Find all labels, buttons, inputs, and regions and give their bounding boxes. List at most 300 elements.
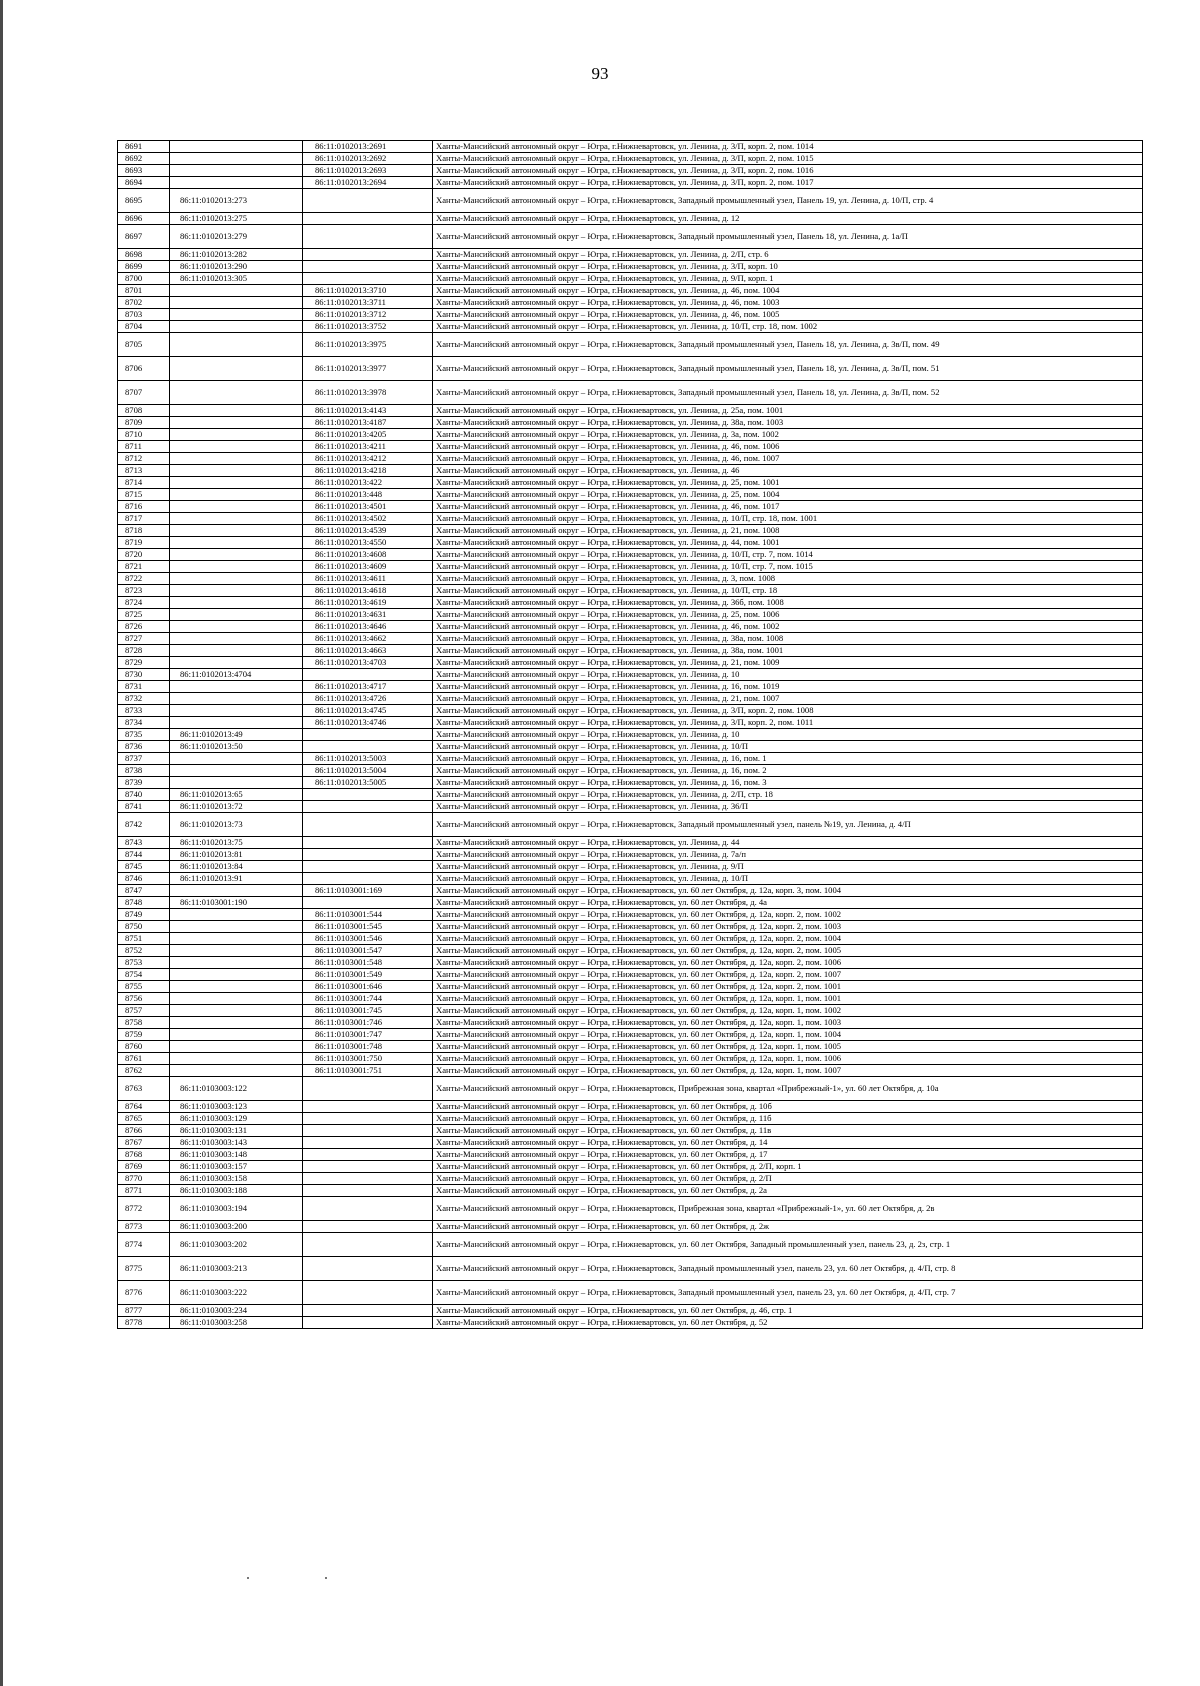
- address-cell: Ханты-Мансийский автономный округ – Югра, г.Нижневартовск, ул. 60 лет Октября, д. 12а, корп. 2, пом. 1001: [433, 981, 1143, 993]
- table-row: [118, 321, 1143, 333]
- land-cadastral-cell: [170, 357, 303, 381]
- row-number-cell: 8704: [118, 321, 170, 333]
- address-cell: Ханты-Мансийский автономный округ – Югра, г.Нижневартовск, ул. Ленина, д. 3/П, корп. 2, пом. 1015: [433, 153, 1143, 165]
- row-number-cell: 8735: [118, 729, 170, 741]
- row-number-cell: 8691: [118, 141, 170, 153]
- row-number-cell: 8724: [118, 597, 170, 609]
- row-number-cell: 8712: [118, 453, 170, 465]
- address-cell: Ханты-Мансийский автономный округ – Югра, г.Нижневартовск, Прибрежная зона, квартал «Прибрежный-1», ул. 60 лет Октября, д. 10а: [433, 1077, 1143, 1101]
- premises-cadastral-cell: [303, 189, 433, 213]
- land-cadastral-cell: 86:11:0102013:273: [170, 189, 303, 213]
- row-number-cell: 8720: [118, 549, 170, 561]
- land-cadastral-cell: 86:11:0102013:73: [170, 813, 303, 837]
- premises-cadastral-cell: [303, 261, 433, 273]
- table-row: [118, 1305, 1143, 1317]
- table-row: [118, 849, 1143, 861]
- row-number-cell: 8740: [118, 789, 170, 801]
- row-number-cell: 8722: [118, 573, 170, 585]
- row-number-cell: 8743: [118, 837, 170, 849]
- premises-cadastral-cell: 86:11:0103001:750: [303, 1053, 433, 1065]
- address-cell: Ханты-Мансийский автономный округ – Югра, г.Нижневартовск, ул. 60 лет Октября, д. 12а, корп. 2, пом. 1002: [433, 909, 1143, 921]
- premises-cadastral-cell: [303, 1197, 433, 1221]
- land-cadastral-cell: [170, 165, 303, 177]
- land-cadastral-cell: [170, 417, 303, 429]
- table-row: [118, 1161, 1143, 1173]
- land-cadastral-cell: [170, 1005, 303, 1017]
- address-cell: Ханты-Мансийский автономный округ – Югра, г.Нижневартовск, ул. Ленина, д. 10/П: [433, 873, 1143, 885]
- address-cell: Ханты-Мансийский автономный округ – Югра, г.Нижневартовск, ул. Ленина, д. 10/П, стр. 18: [433, 585, 1143, 597]
- premises-cadastral-cell: 86:11:0103001:745: [303, 1005, 433, 1017]
- table-row: [118, 657, 1143, 669]
- land-cadastral-cell: 86:11:0102013:72: [170, 801, 303, 813]
- table-row: [118, 1317, 1143, 1329]
- address-cell: Ханты-Мансийский автономный округ – Югра, г.Нижневартовск, ул. Ленина, д. 10/П, стр. 18, пом. 1001: [433, 513, 1143, 525]
- premises-cadastral-cell: 86:11:0102013:2692: [303, 153, 433, 165]
- address-cell: Ханты-Мансийский автономный округ – Югра, г.Нижневартовск, ул. 60 лет Октября, д. 12а, корп. 3, пом. 1004: [433, 885, 1143, 897]
- premises-cadastral-cell: 86:11:0102013:4609: [303, 561, 433, 573]
- land-cadastral-cell: [170, 765, 303, 777]
- address-cell: Ханты-Мансийский автономный округ – Югра, г.Нижневартовск, ул. Ленина, д. 46, пом. 1007: [433, 453, 1143, 465]
- land-cadastral-cell: 86:11:0103003:123: [170, 1101, 303, 1113]
- table-row: [118, 489, 1143, 501]
- premises-cadastral-cell: 86:11:0103001:646: [303, 981, 433, 993]
- row-number-cell: 8766: [118, 1125, 170, 1137]
- table-row: [118, 789, 1143, 801]
- row-number-cell: 8776: [118, 1281, 170, 1305]
- table-row: [118, 453, 1143, 465]
- address-cell: Ханты-Мансийский автономный округ – Югра, г.Нижневартовск, ул. Ленина, д. 12: [433, 213, 1143, 225]
- premises-cadastral-cell: [303, 1185, 433, 1197]
- premises-cadastral-cell: 86:11:0102013:4663: [303, 645, 433, 657]
- table-row: [118, 189, 1143, 213]
- table-row: [118, 1257, 1143, 1281]
- premises-cadastral-cell: 86:11:0102013:4502: [303, 513, 433, 525]
- premises-cadastral-cell: [303, 273, 433, 285]
- premises-cadastral-cell: 86:11:0102013:3975: [303, 333, 433, 357]
- address-cell: Ханты-Мансийский автономный округ – Югра, г.Нижневартовск, Западный промышленный узел, Панель 19, ул. Ленина, д. 10/П, стр. 4: [433, 189, 1143, 213]
- land-cadastral-cell: [170, 465, 303, 477]
- premises-cadastral-cell: 86:11:0102013:4539: [303, 525, 433, 537]
- row-number-cell: 8771: [118, 1185, 170, 1197]
- land-cadastral-cell: 86:11:0103003:122: [170, 1077, 303, 1101]
- land-cadastral-cell: 86:11:0102013:81: [170, 849, 303, 861]
- premises-cadastral-cell: 86:11:0102013:4662: [303, 633, 433, 645]
- register-body: [118, 141, 1143, 1329]
- land-cadastral-cell: [170, 609, 303, 621]
- premises-cadastral-cell: 86:11:0102013:3978: [303, 381, 433, 405]
- table-row: [118, 957, 1143, 969]
- land-cadastral-cell: [170, 981, 303, 993]
- premises-cadastral-cell: 86:11:0102013:3711: [303, 297, 433, 309]
- row-number-cell: 8701: [118, 285, 170, 297]
- row-number-cell: 8737: [118, 753, 170, 765]
- premises-cadastral-cell: [303, 861, 433, 873]
- scan-speck: [325, 1577, 327, 1579]
- address-cell: Ханты-Мансийский автономный округ – Югра, г.Нижневартовск, ул. Ленина, д. 10: [433, 729, 1143, 741]
- address-cell: Ханты-Мансийский автономный округ – Югра, г.Нижневартовск, ул. 60 лет Октября, д. 17: [433, 1149, 1143, 1161]
- table-row: [118, 357, 1143, 381]
- premises-cadastral-cell: 86:11:0102013:2693: [303, 165, 433, 177]
- land-cadastral-cell: [170, 777, 303, 789]
- row-number-cell: 8727: [118, 633, 170, 645]
- land-cadastral-cell: [170, 453, 303, 465]
- address-cell: Ханты-Мансийский автономный округ – Югра, г.Нижневартовск, ул. Ленина, д. 21, пом. 1007: [433, 693, 1143, 705]
- table-row: [118, 465, 1143, 477]
- table-row: [118, 993, 1143, 1005]
- premises-cadastral-cell: [303, 813, 433, 837]
- row-number-cell: 8756: [118, 993, 170, 1005]
- address-cell: Ханты-Мансийский автономный округ – Югра, г.Нижневартовск, Западный промышленный узел, Панель 18, ул. Ленина, д. 3в/П, пом. 49: [433, 333, 1143, 357]
- table-row: [118, 1125, 1143, 1137]
- premises-cadastral-cell: 86:11:0103001:544: [303, 909, 433, 921]
- land-cadastral-cell: 86:11:0103003:258: [170, 1317, 303, 1329]
- premises-cadastral-cell: [303, 849, 433, 861]
- table-row: [118, 645, 1143, 657]
- premises-cadastral-cell: 86:11:0102013:4143: [303, 405, 433, 417]
- premises-cadastral-cell: [303, 249, 433, 261]
- table-row: [118, 1197, 1143, 1221]
- land-cadastral-cell: 86:11:0103003:194: [170, 1197, 303, 1221]
- premises-cadastral-cell: [303, 669, 433, 681]
- land-cadastral-cell: [170, 645, 303, 657]
- address-cell: Ханты-Мансийский автономный округ – Югра, г.Нижневартовск, Западный промышленный узел, Панель 18, ул. Ленина, д. 3в/П, пом. 52: [433, 381, 1143, 405]
- address-cell: Ханты-Мансийский автономный округ – Югра, г.Нижневартовск, ул. Ленина, д. 10/П, стр. 7, пом. 1015: [433, 561, 1143, 573]
- table-row: [118, 417, 1143, 429]
- address-cell: Ханты-Мансийский автономный округ – Югра, г.Нижневартовск, ул. 60 лет Октября, д. 14: [433, 1137, 1143, 1149]
- table-row: [118, 873, 1143, 885]
- row-number-cell: 8710: [118, 429, 170, 441]
- table-row: [118, 429, 1143, 441]
- row-number-cell: 8772: [118, 1197, 170, 1221]
- premises-cadastral-cell: 86:11:0102013:4187: [303, 417, 433, 429]
- row-number-cell: 8729: [118, 657, 170, 669]
- row-number-cell: 8778: [118, 1317, 170, 1329]
- table-row: [118, 1065, 1143, 1077]
- premises-cadastral-cell: 86:11:0102013:4611: [303, 573, 433, 585]
- land-cadastral-cell: [170, 621, 303, 633]
- row-number-cell: 8716: [118, 501, 170, 513]
- address-cell: Ханты-Мансийский автономный округ – Югра, г.Нижневартовск, ул. 60 лет Октября, д. 12а, корп. 2, пом. 1007: [433, 969, 1143, 981]
- premises-cadastral-cell: [303, 729, 433, 741]
- row-number-cell: 8711: [118, 441, 170, 453]
- address-cell: Ханты-Мансийский автономный округ – Югра, г.Нижневартовск, ул. 60 лет Октября, д. 2ж: [433, 1221, 1143, 1233]
- row-number-cell: 8760: [118, 1041, 170, 1053]
- row-number-cell: 8697: [118, 225, 170, 249]
- row-number-cell: 8739: [118, 777, 170, 789]
- premises-cadastral-cell: 86:11:0102013:4746: [303, 717, 433, 729]
- premises-cadastral-cell: 86:11:0102013:4618: [303, 585, 433, 597]
- table-row: [118, 525, 1143, 537]
- table-row: [118, 285, 1143, 297]
- premises-cadastral-cell: 86:11:0102013:4550: [303, 537, 433, 549]
- premises-cadastral-cell: [303, 1305, 433, 1317]
- premises-cadastral-cell: 86:11:0103001:744: [303, 993, 433, 1005]
- address-cell: Ханты-Мансийский автономный округ – Югра, г.Нижневартовск, ул. 60 лет Октября, д. 12а, корп. 1, пом. 1006: [433, 1053, 1143, 1065]
- land-cadastral-cell: [170, 537, 303, 549]
- address-cell: Ханты-Мансийский автономный округ – Югра, г.Нижневартовск, ул. Ленина, д. 25, пом. 1004: [433, 489, 1143, 501]
- table-row: [118, 1149, 1143, 1161]
- address-cell: Ханты-Мансийский автономный округ – Югра, г.Нижневартовск, ул. Ленина, д. 16, пом. 3: [433, 777, 1143, 789]
- premises-cadastral-cell: 86:11:0103001:748: [303, 1041, 433, 1053]
- land-cadastral-cell: [170, 549, 303, 561]
- land-cadastral-cell: [170, 525, 303, 537]
- premises-cadastral-cell: [303, 1077, 433, 1101]
- land-cadastral-cell: [170, 285, 303, 297]
- address-cell: Ханты-Мансийский автономный округ – Югра, г.Нижневартовск, ул. 60 лет Октября, д. 12а, корп. 1, пом. 1003: [433, 1017, 1143, 1029]
- table-row: [118, 621, 1143, 633]
- address-cell: Ханты-Мансийский автономный округ – Югра, г.Нижневартовск, ул. 60 лет Октября, д. 12а, корп. 2, пом. 1004: [433, 933, 1143, 945]
- row-number-cell: 8768: [118, 1149, 170, 1161]
- row-number-cell: 8714: [118, 477, 170, 489]
- row-number-cell: 8696: [118, 213, 170, 225]
- table-row: [118, 1005, 1143, 1017]
- row-number-cell: 8748: [118, 897, 170, 909]
- land-cadastral-cell: [170, 597, 303, 609]
- land-cadastral-cell: 86:11:0102013:4704: [170, 669, 303, 681]
- row-number-cell: 8736: [118, 741, 170, 753]
- premises-cadastral-cell: 86:11:0103001:747: [303, 1029, 433, 1041]
- table-row: [118, 477, 1143, 489]
- address-cell: Ханты-Мансийский автономный округ – Югра, г.Нижневартовск, Западный промышленный узел, Панель 18, ул. Ленина, д. 3в/П, пом. 51: [433, 357, 1143, 381]
- address-cell: Ханты-Мансийский автономный округ – Югра, г.Нижневартовск, ул. 60 лет Октября, д. 4а: [433, 897, 1143, 909]
- row-number-cell: 8773: [118, 1221, 170, 1233]
- premises-cadastral-cell: 86:11:0102013:5004: [303, 765, 433, 777]
- row-number-cell: 8757: [118, 1005, 170, 1017]
- table-row: [118, 777, 1143, 789]
- address-cell: Ханты-Мансийский автономный округ – Югра, г.Нижневартовск, Западный промышленный узел, панель 23, ул. 60 лет Октября, д. 4/П, стр. 8: [433, 1257, 1143, 1281]
- premises-cadastral-cell: 86:11:0103001:169: [303, 885, 433, 897]
- land-cadastral-cell: 86:11:0102013:65: [170, 789, 303, 801]
- premises-cadastral-cell: [303, 1281, 433, 1305]
- row-number-cell: 8777: [118, 1305, 170, 1317]
- table-row: [118, 573, 1143, 585]
- table-row: [118, 537, 1143, 549]
- premises-cadastral-cell: 86:11:0102013:4608: [303, 549, 433, 561]
- table-row: [118, 441, 1143, 453]
- address-cell: Ханты-Мансийский автономный округ – Югра, г.Нижневартовск, ул. 60 лет Октября, д. 12а, корп. 2, пом. 1005: [433, 945, 1143, 957]
- row-number-cell: 8703: [118, 309, 170, 321]
- address-cell: Ханты-Мансийский автономный округ – Югра, г.Нижневартовск, ул. Ленина, д. 3, пом. 1008: [433, 573, 1143, 585]
- land-cadastral-cell: 86:11:0103003:202: [170, 1233, 303, 1257]
- address-cell: Ханты-Мансийский автономный округ – Югра, г.Нижневартовск, Прибрежная зона, квартал «Прибрежный-1», ул. 60 лет Октября, д. 2в: [433, 1197, 1143, 1221]
- land-cadastral-cell: 86:11:0103003:213: [170, 1257, 303, 1281]
- premises-cadastral-cell: 86:11:0103001:545: [303, 921, 433, 933]
- premises-cadastral-cell: 86:11:0103001:751: [303, 1065, 433, 1077]
- address-cell: Ханты-Мансийский автономный округ – Югра, г.Нижневартовск, ул. Ленина, д. 25, пом. 1001: [433, 477, 1143, 489]
- row-number-cell: 8769: [118, 1161, 170, 1173]
- address-cell: Ханты-Мансийский автономный округ – Югра, г.Нижневартовск, ул. Ленина, д. 10/П, стр. 7, пом. 1014: [433, 549, 1143, 561]
- land-cadastral-cell: [170, 477, 303, 489]
- premises-cadastral-cell: [303, 837, 433, 849]
- table-row: [118, 1185, 1143, 1197]
- premises-cadastral-cell: [303, 1161, 433, 1173]
- premises-cadastral-cell: [303, 1233, 433, 1257]
- table-row: [118, 801, 1143, 813]
- land-cadastral-cell: [170, 585, 303, 597]
- address-cell: Ханты-Мансийский автономный округ – Югра, г.Нижневартовск, ул. Ленина, д. 46, пом. 1005: [433, 309, 1143, 321]
- premises-cadastral-cell: 86:11:0102013:4211: [303, 441, 433, 453]
- address-cell: Ханты-Мансийский автономный округ – Югра, г.Нижневартовск, ул. Ленина, д. 3/П, корп. 2, пом. 1016: [433, 165, 1143, 177]
- address-cell: Ханты-Мансийский автономный округ – Югра, г.Нижневартовск, ул. Ленина, д. 9/П: [433, 861, 1143, 873]
- row-number-cell: 8770: [118, 1173, 170, 1185]
- premises-cadastral-cell: [303, 1257, 433, 1281]
- land-cadastral-cell: [170, 561, 303, 573]
- address-cell: Ханты-Мансийский автономный округ – Югра, г.Нижневартовск, Западный промышленный узел, Панель 18, ул. Ленина, д. 1а/П: [433, 225, 1143, 249]
- table-row: [118, 717, 1143, 729]
- land-cadastral-cell: 86:11:0103003:148: [170, 1149, 303, 1161]
- table-row: [118, 753, 1143, 765]
- land-cadastral-cell: 86:11:0102013:279: [170, 225, 303, 249]
- address-cell: Ханты-Мансийский автономный округ – Югра, г.Нижневартовск, ул. Ленина, д. 3/П, корп. 2, пом. 1014: [433, 141, 1143, 153]
- table-row: [118, 177, 1143, 189]
- premises-cadastral-cell: 86:11:0102013:4619: [303, 597, 433, 609]
- address-cell: Ханты-Мансийский автономный округ – Югра, г.Нижневартовск, ул. Ленина, д. 21, пом. 1009: [433, 657, 1143, 669]
- address-cell: Ханты-Мансийский автономный округ – Югра, г.Нижневартовск, ул. Ленина, д. 46, пом. 1002: [433, 621, 1143, 633]
- row-number-cell: 8709: [118, 417, 170, 429]
- address-cell: Ханты-Мансийский автономный округ – Югра, г.Нижневартовск, ул. 60 лет Октября, д. 12а, корп. 1, пом. 1005: [433, 1041, 1143, 1053]
- land-cadastral-cell: 86:11:0102013:282: [170, 249, 303, 261]
- row-number-cell: 8723: [118, 585, 170, 597]
- land-cadastral-cell: [170, 921, 303, 933]
- row-number-cell: 8751: [118, 933, 170, 945]
- land-cadastral-cell: [170, 381, 303, 405]
- land-cadastral-cell: [170, 753, 303, 765]
- row-number-cell: 8708: [118, 405, 170, 417]
- premises-cadastral-cell: 86:11:0102013:4218: [303, 465, 433, 477]
- row-number-cell: 8713: [118, 465, 170, 477]
- address-cell: Ханты-Мансийский автономный округ – Югра, г.Нижневартовск, ул. Ленина, д. 7а/п: [433, 849, 1143, 861]
- table-row: [118, 837, 1143, 849]
- row-number-cell: 8750: [118, 921, 170, 933]
- premises-cadastral-cell: 86:11:0103001:746: [303, 1017, 433, 1029]
- row-number-cell: 8767: [118, 1137, 170, 1149]
- address-cell: Ханты-Мансийский автономный округ – Югра, г.Нижневартовск, ул. 60 лет Октября, д. 12а, корп. 1, пом. 1004: [433, 1029, 1143, 1041]
- land-cadastral-cell: [170, 429, 303, 441]
- address-cell: Ханты-Мансийский автономный округ – Югра, г.Нижневартовск, ул. Ленина, д. 3/П, корп. 2, пом. 1017: [433, 177, 1143, 189]
- row-number-cell: 8744: [118, 849, 170, 861]
- table-row: [118, 813, 1143, 837]
- address-cell: Ханты-Мансийский автономный округ – Югра, г.Нижневартовск, ул. Ленина, д. 16, пом. 2: [433, 765, 1143, 777]
- address-cell: Ханты-Мансийский автономный округ – Югра, г.Нижневартовск, ул. Ленина, д. 46, пом. 1006: [433, 441, 1143, 453]
- table-row: [118, 225, 1143, 249]
- scan-speck: [247, 1577, 249, 1579]
- address-cell: Ханты-Мансийский автономный округ – Югра, г.Нижневартовск, Западный промышленный узел, панель №19, ул. Ленина, д. 4/П: [433, 813, 1143, 837]
- address-cell: Ханты-Мансийский автономный округ – Югра, г.Нижневартовск, ул. 60 лет Октября, д. 52: [433, 1317, 1143, 1329]
- row-number-cell: 8717: [118, 513, 170, 525]
- scan-left-edge: [0, 0, 3, 1686]
- land-cadastral-cell: [170, 297, 303, 309]
- address-cell: Ханты-Мансийский автономный округ – Югра, г.Нижневартовск, ул. Ленина, д. 3а, пом. 1002: [433, 429, 1143, 441]
- land-cadastral-cell: 86:11:0102013:290: [170, 261, 303, 273]
- land-cadastral-cell: 86:11:0102013:49: [170, 729, 303, 741]
- table-row: [118, 681, 1143, 693]
- page-number: 93: [591, 64, 609, 83]
- row-number-cell: 8738: [118, 765, 170, 777]
- land-cadastral-cell: 86:11:0103003:131: [170, 1125, 303, 1137]
- address-cell: Ханты-Мансийский автономный округ – Югра, г.Нижневартовск, ул. Ленина, д. 44: [433, 837, 1143, 849]
- address-cell: Ханты-Мансийский автономный округ – Югра, г.Нижневартовск, ул. Ленина, д. 10: [433, 669, 1143, 681]
- row-number-cell: 8702: [118, 297, 170, 309]
- table-row: [118, 969, 1143, 981]
- address-cell: Ханты-Мансийский автономный округ – Югра, г.Нижневартовск, ул. Ленина, д. 46, пом. 1004: [433, 285, 1143, 297]
- land-cadastral-cell: [170, 657, 303, 669]
- table-row: [118, 297, 1143, 309]
- table-row: [118, 165, 1143, 177]
- row-number-cell: 8694: [118, 177, 170, 189]
- address-cell: Ханты-Мансийский автономный округ – Югра, г.Нижневартовск, ул. 60 лет Октября, д. 12а, корп. 2, пом. 1006: [433, 957, 1143, 969]
- address-cell: Ханты-Мансийский автономный округ – Югра, г.Нижневартовск, ул. Ленина, д. 38а, пом. 1003: [433, 417, 1143, 429]
- land-cadastral-cell: 86:11:0102013:84: [170, 861, 303, 873]
- table-row: [118, 729, 1143, 741]
- land-cadastral-cell: [170, 1065, 303, 1077]
- table-row: [118, 501, 1143, 513]
- table-row: [118, 1173, 1143, 1185]
- land-cadastral-cell: [170, 321, 303, 333]
- table-row: [118, 693, 1143, 705]
- table-row: [118, 1233, 1143, 1257]
- row-number-cell: 8718: [118, 525, 170, 537]
- land-cadastral-cell: [170, 405, 303, 417]
- land-cadastral-cell: [170, 141, 303, 153]
- row-number-cell: 8753: [118, 957, 170, 969]
- address-cell: Ханты-Мансийский автономный округ – Югра, г.Нижневартовск, ул. Ленина, д. 3/П, корп. 2, пом. 1011: [433, 717, 1143, 729]
- premises-cadastral-cell: 86:11:0102013:3752: [303, 321, 433, 333]
- premises-cadastral-cell: 86:11:0102013:4745: [303, 705, 433, 717]
- premises-cadastral-cell: [303, 789, 433, 801]
- premises-cadastral-cell: 86:11:0102013:4501: [303, 501, 433, 513]
- row-number-cell: 8699: [118, 261, 170, 273]
- land-cadastral-cell: [170, 705, 303, 717]
- premises-cadastral-cell: [303, 225, 433, 249]
- premises-cadastral-cell: [303, 801, 433, 813]
- land-cadastral-cell: 86:11:0103003:157: [170, 1161, 303, 1173]
- land-cadastral-cell: 86:11:0102013:75: [170, 837, 303, 849]
- row-number-cell: 8728: [118, 645, 170, 657]
- row-number-cell: 8745: [118, 861, 170, 873]
- row-number-cell: 8731: [118, 681, 170, 693]
- table-row: [118, 273, 1143, 285]
- address-cell: Ханты-Мансийский автономный округ – Югра, г.Нижневартовск, ул. 60 лет Октября, д. 12а, корп. 1, пом. 1001: [433, 993, 1143, 1005]
- premises-cadastral-cell: 86:11:0102013:4726: [303, 693, 433, 705]
- row-number-cell: 8749: [118, 909, 170, 921]
- table-row: [118, 945, 1143, 957]
- table-row: [118, 885, 1143, 897]
- row-number-cell: 8700: [118, 273, 170, 285]
- premises-cadastral-cell: 86:11:0103001:549: [303, 969, 433, 981]
- premises-cadastral-cell: 86:11:0102013:5003: [303, 753, 433, 765]
- row-number-cell: 8765: [118, 1113, 170, 1125]
- table-row: [118, 153, 1143, 165]
- premises-cadastral-cell: 86:11:0102013:4631: [303, 609, 433, 621]
- premises-cadastral-cell: 86:11:0103001:546: [303, 933, 433, 945]
- table-row: [118, 1017, 1143, 1029]
- address-cell: Ханты-Мансийский автономный округ – Югра, г.Нижневартовск, ул. 60 лет Октября, д. 10б: [433, 1101, 1143, 1113]
- row-number-cell: 8755: [118, 981, 170, 993]
- address-cell: Ханты-Мансийский автономный округ – Югра, г.Нижневартовск, ул. Ленина, д. 46, пом. 1017: [433, 501, 1143, 513]
- land-cadastral-cell: [170, 681, 303, 693]
- land-cadastral-cell: [170, 633, 303, 645]
- row-number-cell: 8741: [118, 801, 170, 813]
- land-cadastral-cell: [170, 1017, 303, 1029]
- table-row: [118, 909, 1143, 921]
- land-cadastral-cell: 86:11:0102013:91: [170, 873, 303, 885]
- premises-cadastral-cell: [303, 1173, 433, 1185]
- row-number-cell: 8732: [118, 693, 170, 705]
- row-number-cell: 8726: [118, 621, 170, 633]
- table-row: [118, 633, 1143, 645]
- premises-cadastral-cell: 86:11:0102013:4703: [303, 657, 433, 669]
- table-row: [118, 1281, 1143, 1305]
